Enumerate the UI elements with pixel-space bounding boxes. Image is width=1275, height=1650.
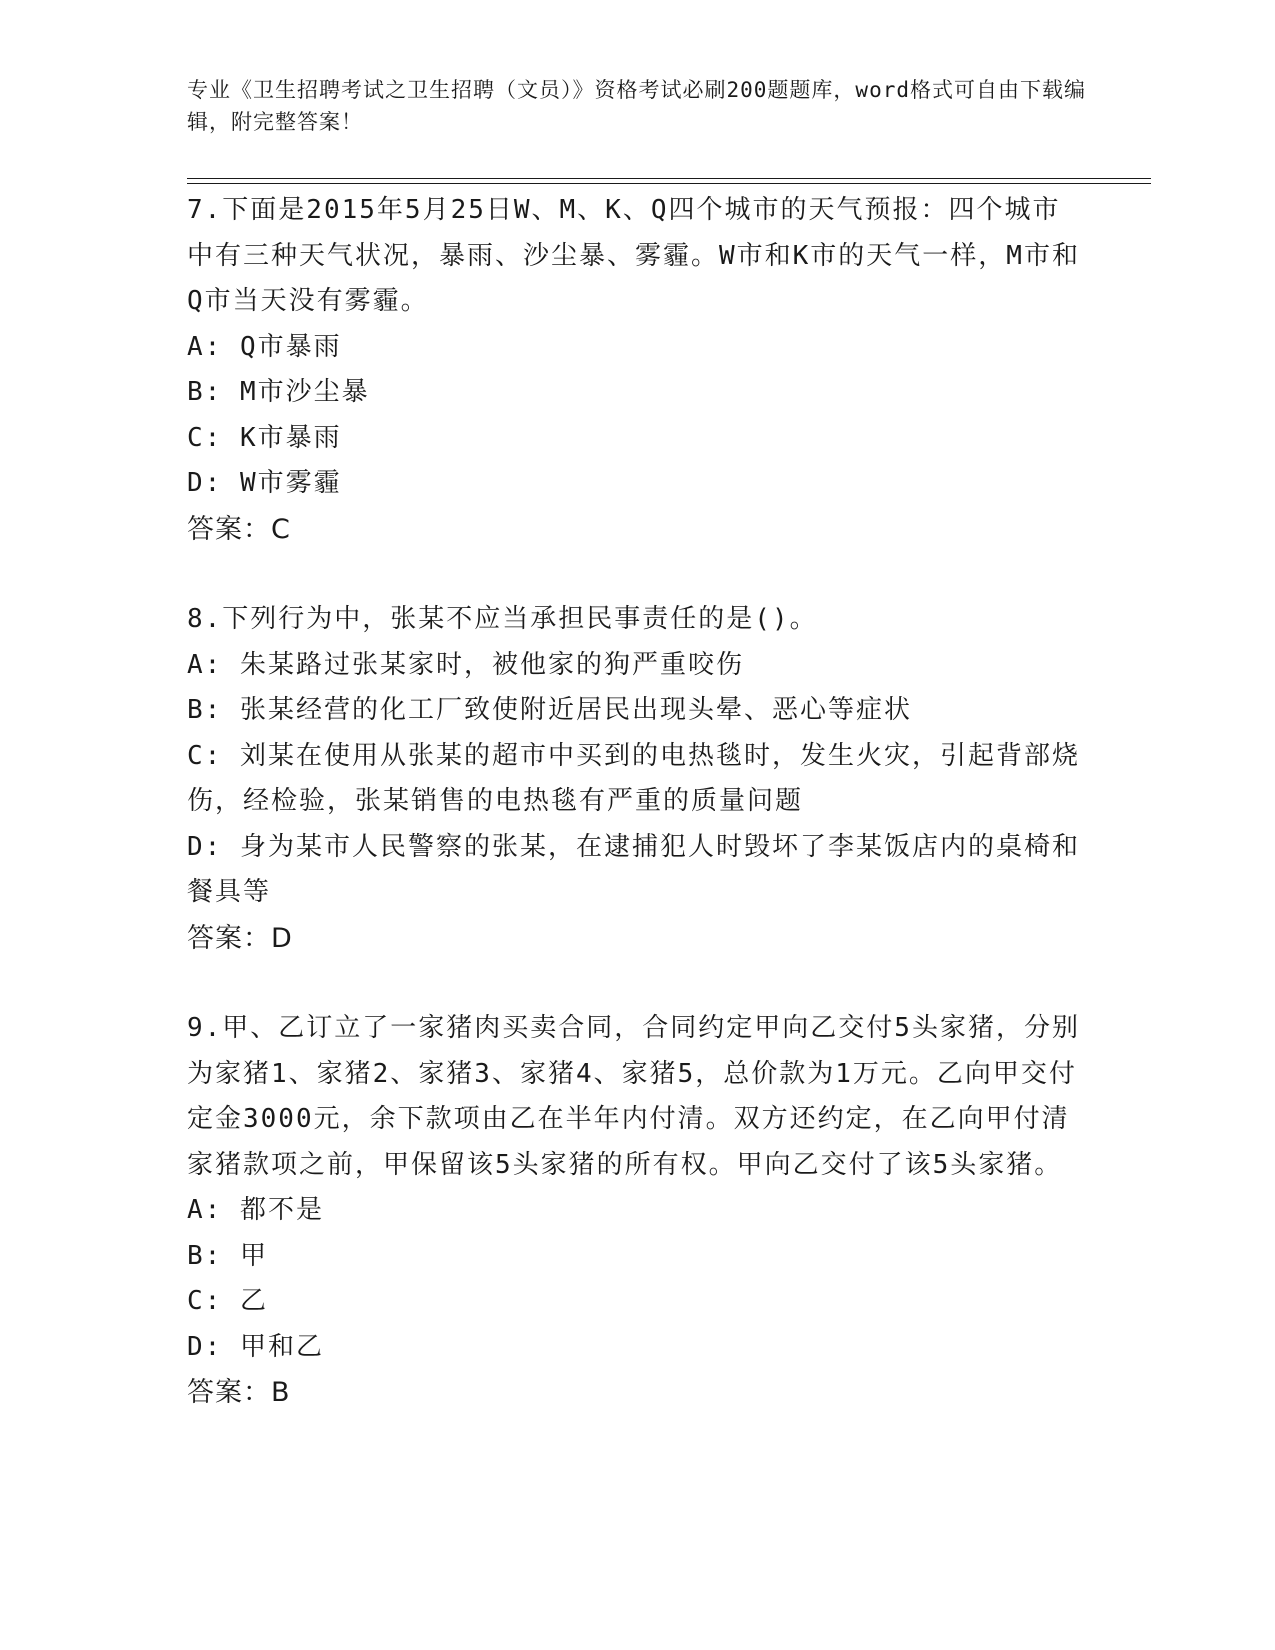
question-7 xyxy=(187,188,1087,552)
spacer xyxy=(187,552,1087,597)
option-c: C: 乙 xyxy=(187,1286,268,1316)
header-divider-bottom xyxy=(187,183,1151,184)
option-b: B: 甲 xyxy=(187,1240,268,1271)
option-a: A: Q市暴雨 xyxy=(187,331,342,362)
question-stem: 8.下列行为中，张某不应当承担民事责任的是()。 xyxy=(187,604,818,634)
header-text: 专业《卫生招聘考试之卫生招聘（文员）》资格考试必刷200题题库，word格式可自由下载编辑，附完整答案！ xyxy=(187,78,1086,134)
answer: 答案：C xyxy=(187,513,291,545)
header-divider-top xyxy=(187,178,1151,179)
option-d: D: 甲和乙 xyxy=(187,1331,324,1362)
option-b: B: M市沙尘暴 xyxy=(187,377,370,407)
question-list xyxy=(187,188,1087,1416)
option-b: B: 张某经营的化工厂致使附近居民出现头晕、恶心等症状 xyxy=(187,695,912,725)
option-a: A: 朱某路过张某家时，被他家的狗严重咬伤 xyxy=(187,649,744,680)
answer: 答案：D xyxy=(187,922,293,954)
option-c: C: 刘某在使用从张某的超市中买到的电热毯时，发生火灾，引起背部烧伤，经检验，张某销售的电热毯有严重的质量问题 xyxy=(187,740,1080,816)
option-a: A: 都不是 xyxy=(187,1195,324,1225)
document-header xyxy=(187,74,1087,138)
answer: 答案：B xyxy=(187,1377,291,1408)
option-d: D: W市雾霾 xyxy=(187,468,342,498)
spacer xyxy=(187,961,1087,1006)
question-8 xyxy=(187,597,1087,961)
question-stem: 9.甲、乙订立了一家猪肉买卖合同，合同约定甲向乙交付5头家猪，分别为家猪1、家猪2、家猪3、家猪4、家猪5，总价款为1万元。乙向甲交付定金3000元，余下款项由乙在半年内付清。双方还约定，在乙向甲付清家猪款项之前，甲保留该5头家猪的所有权。甲向乙交付了该5头家猪。 xyxy=(187,1013,1080,1180)
option-d: D: 身为某市人民警察的张某，在逮捕犯人时毁坏了李某饭店内的桌椅和餐具等 xyxy=(187,831,1080,907)
question-stem: 7.下面是2015年5月25日W、M、K、Q四个城市的天气预报：四个城市中有三种天气状况，暴雨、沙尘暴、雾霾。W市和K市的天气一样，M市和Q市当天没有雾霾。 xyxy=(187,195,1080,316)
option-c: C: K市暴雨 xyxy=(187,422,342,453)
question-9 xyxy=(187,1006,1087,1416)
